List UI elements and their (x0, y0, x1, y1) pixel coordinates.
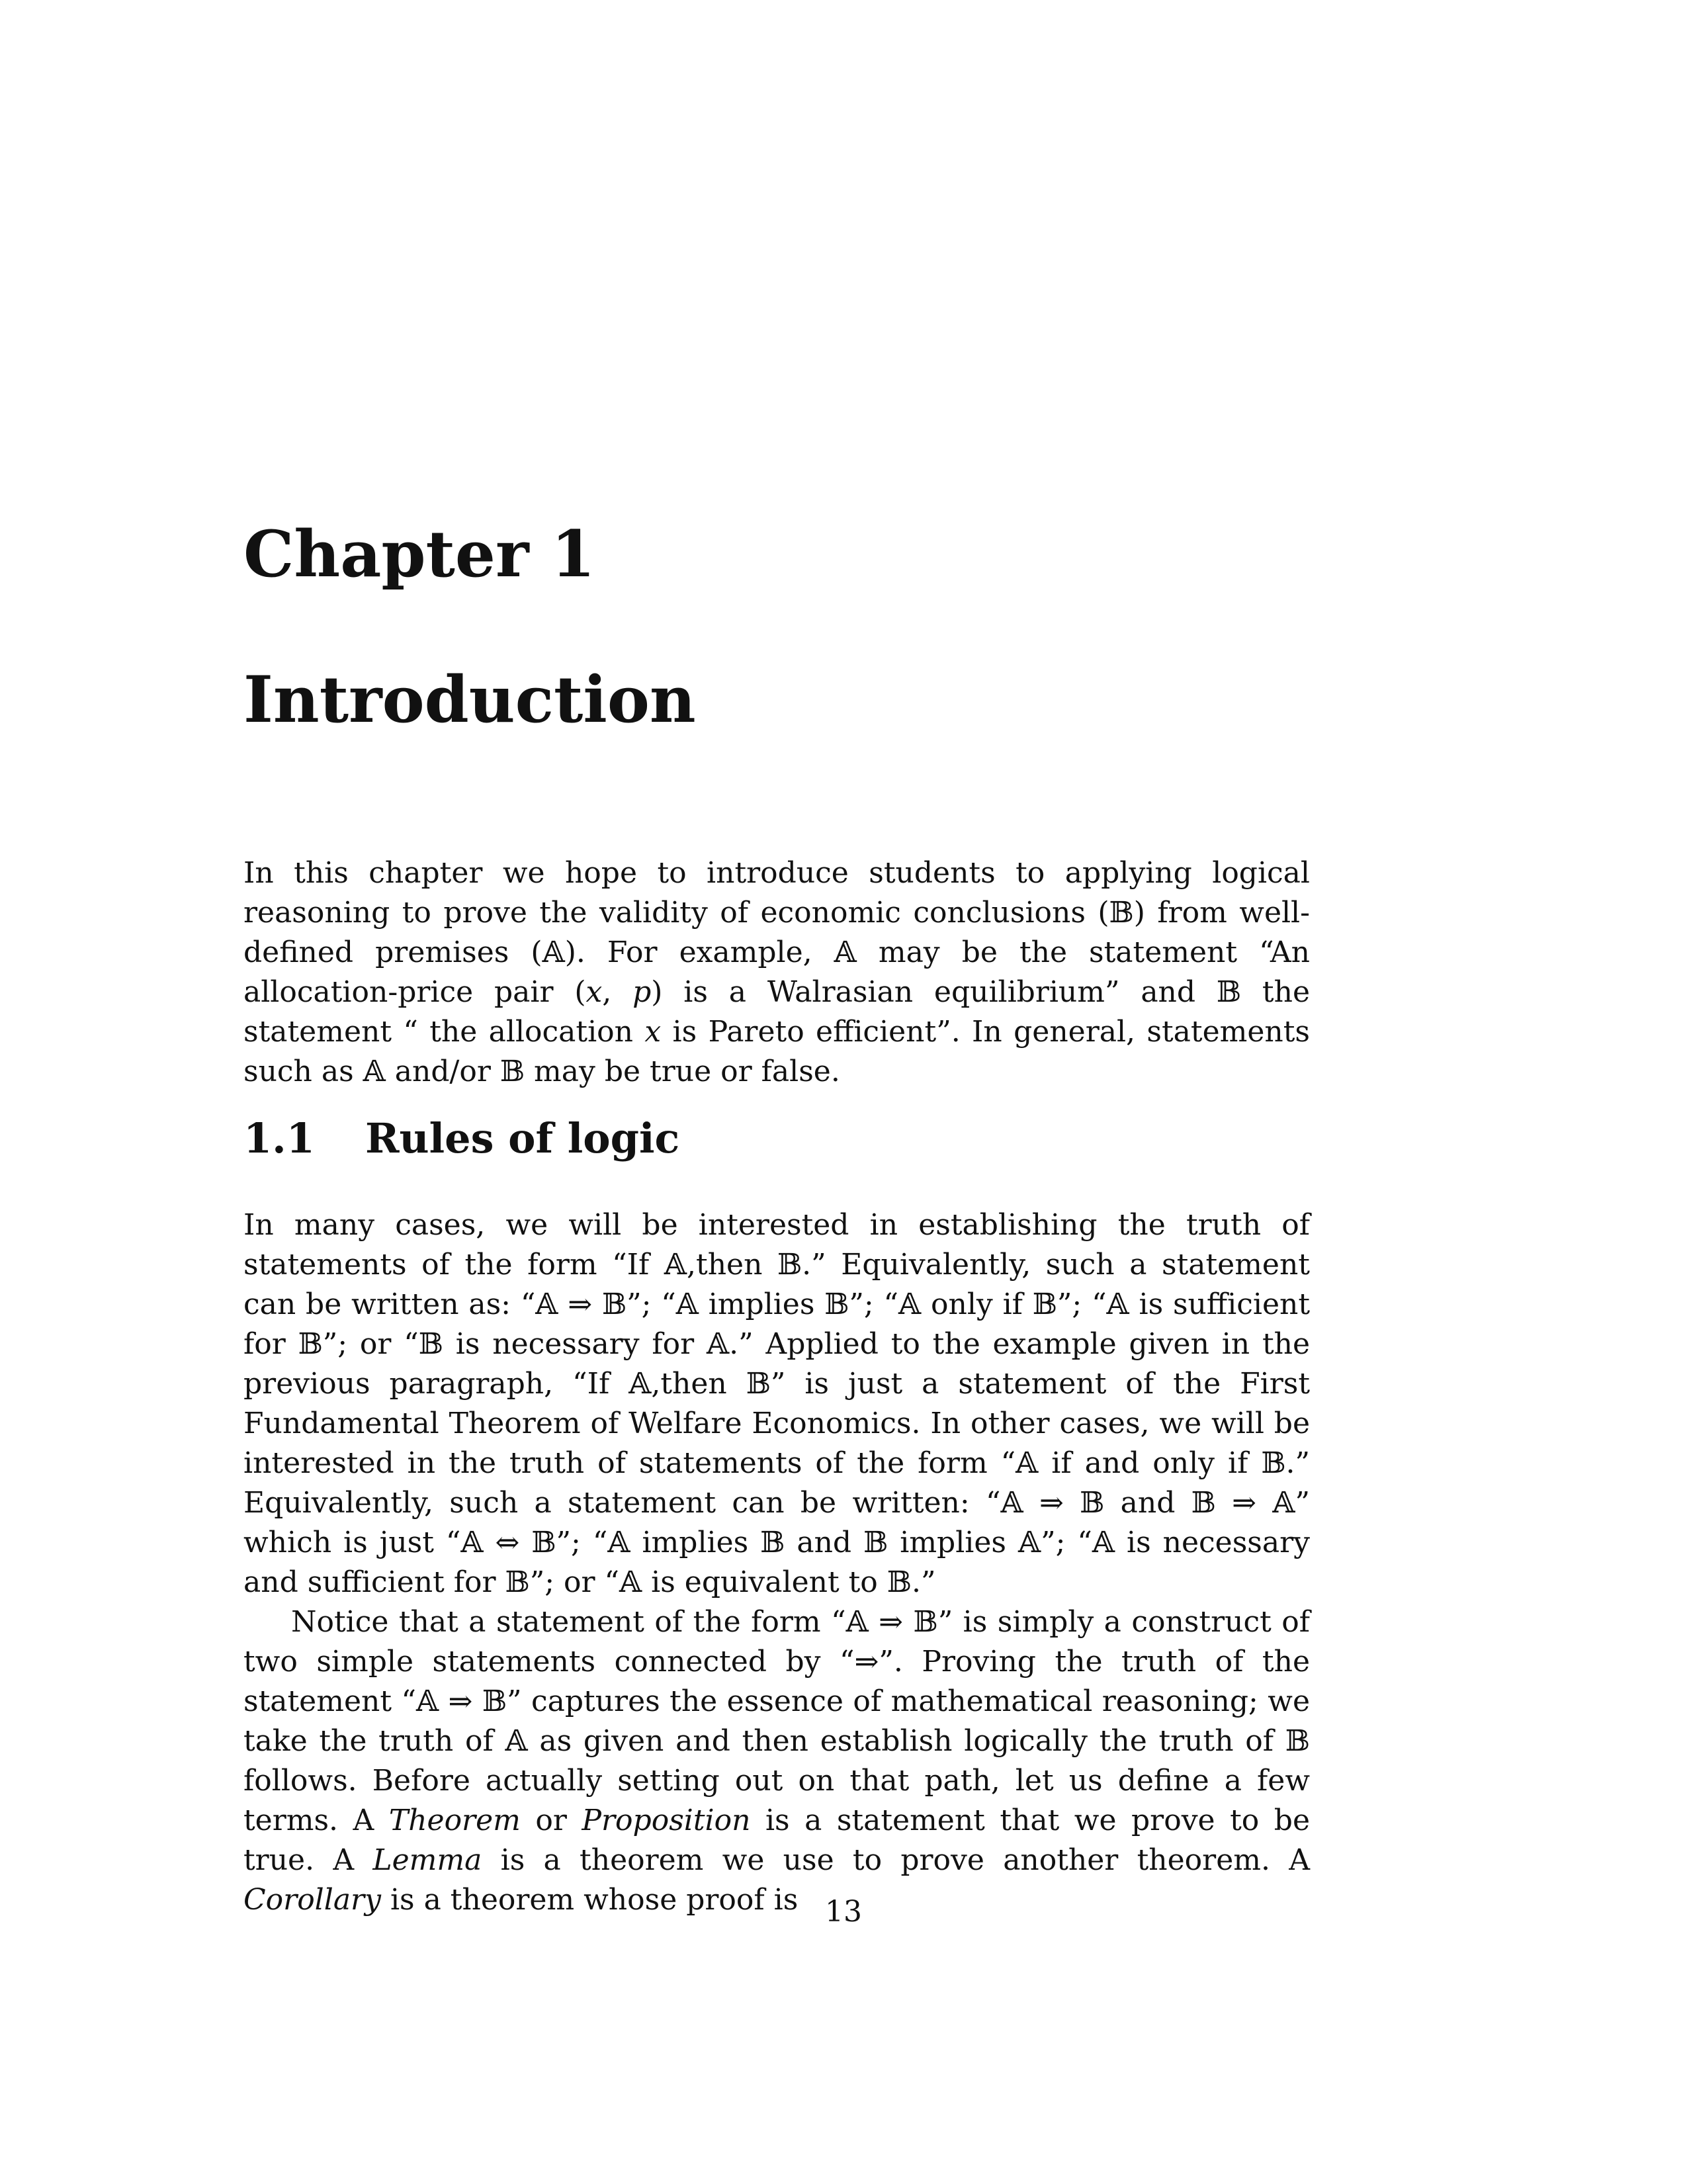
intro-section (243, 853, 1310, 1092)
rules-paragraph-2-part-e: is a theorem whose proof is (380, 1883, 799, 1917)
term-corollary: Corollary (243, 1883, 381, 1917)
intro-paragraph: In this chapter we hope to introduce students to applying logical reasoning to prove the validity of economic conclusions (𝔹) from well-defined premises (𝔸). For example, 𝔸 may be the statement “An allocation-price pair (𝑥, 𝑝) is a Walrasian equilibrium” and 𝔹 the statement “ the allocation 𝑥 is Pareto efficient”. In general, statements such as 𝔸 and/or 𝔹 may be true or false. (243, 856, 1310, 1088)
rules-paragraph-2-part-d: is a theorem we use to prove another theorem. A (482, 1843, 1310, 1877)
section-heading (243, 1114, 680, 1162)
rules-paragraph-2 (243, 1602, 1310, 1920)
rules-section (243, 1205, 1310, 1920)
rules-paragraph-1: In many cases, we will be interested in establishing the truth of statements of the form “If 𝔸,then 𝔹.” Equivalently, such a statement can be written as: “𝔸 ⇒ 𝔹”; “𝔸 implies 𝔹”; “𝔸 only if 𝔹”; “𝔸 is sufficient for 𝔹”; or “𝔹 is necessary for 𝔸.” Applied to the example given in the previous paragraph, “If 𝔸,then 𝔹” is just a statement of the First Fundamental Theorem of Welfare Economics. In other cases, we will be interested in the truth of statements of the form “𝔸 if and only if 𝔹.” Equivalently, such a statement can be written: “𝔸 ⇒ 𝔹 and 𝔹 ⇒ 𝔸” which is just “𝔸 ⇔ 𝔹”; “𝔸 implies 𝔹 and 𝔹 implies 𝔸”; “𝔸 is necessary and sufficient for 𝔹”; or “𝔸 is equivalent to 𝔹.” (243, 1208, 1310, 1599)
rules-paragraph-2-part-b: or (520, 1804, 582, 1837)
section-number: 1.1 (243, 1114, 315, 1162)
term-proposition: Proposition (582, 1804, 751, 1837)
section-title: Rules of logic (365, 1114, 680, 1162)
rules-paragraph-2-part-a: Notice that a statement of the form “𝔸 ⇒ 𝔹” is simply a construct of two simple statements connected by “⇒”. Proving the truth of the statement “𝔸 ⇒ 𝔹” captures the essence of mathematical reasoning; we take the truth of 𝔸 as given and then establish logically the truth of 𝔹 follows. Before actually setting out on that path, let us define a few terms. A (243, 1605, 1310, 1837)
term-lemma: Lemma (372, 1843, 482, 1877)
chapter-label: Chapter 1 (243, 517, 595, 591)
rules-paragraph-2-part-c: is a statement that we prove to be true. A (243, 1804, 1310, 1877)
page-number: 13 (825, 1895, 862, 1929)
chapter-title: Introduction (243, 662, 696, 737)
term-theorem: Theorem (388, 1804, 521, 1837)
